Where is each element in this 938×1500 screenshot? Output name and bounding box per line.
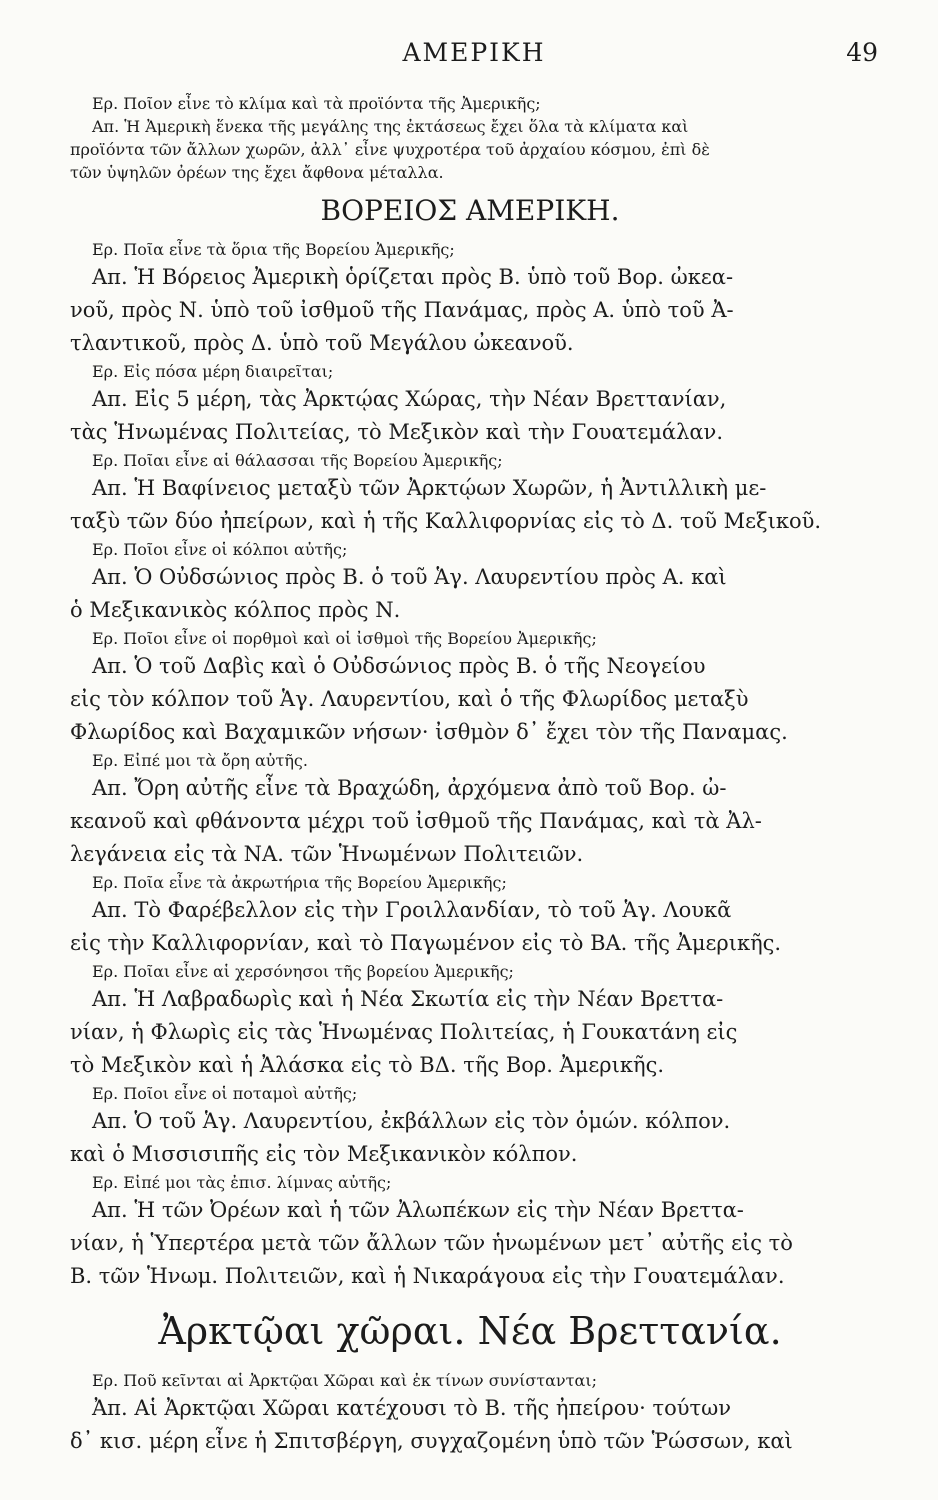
question-line: Απ. Ἡ Ἀμερικὴ ἕνεκα τῆς μεγάλης της ἐκτάσεως ἔχει ὅλα τὰ κλίματα καὶ xyxy=(92,117,689,136)
answer-line: δ᾽ κισ. μέρη εἶνε ἡ Σπιτσβέργη, συγχαζομένη ὑπὸ τῶν Ῥώσσων, καὶ xyxy=(70,1429,793,1453)
answer-line: Ἀπ. Αἱ Ἀρκτῷαι Χῶραι κατέχουσι τὸ Β. τῆς ἠπείρου· τούτων xyxy=(92,1396,732,1420)
answer-line: Απ. Τὸ Φαρέβελλον εἰς τὴν Γροιλλανδίαν, τὸ τοῦ Ἁγ. Λουκᾶ xyxy=(92,898,732,922)
question-line: Ερ. Ποῦ κεῖνται αἱ Ἀρκτῷαι Χῶραι καὶ ἐκ τίνων συνίστανται; xyxy=(92,1371,597,1390)
question-line: Ερ. Εἰς πόσα μέρη διαιρεῖται; xyxy=(92,362,334,381)
answer-line: νίαν, ἡ Ὑπερτέρα μετὰ τῶν ἄλλων τῶν ἡνωμένων μετ᾽ αὐτῆς εἰς τὸ xyxy=(70,1231,793,1255)
answer-line: νίαν, ἡ Φλωρὶς εἰς τὰς Ἡνωμένας Πολιτείας, ἡ Γουκατάνη εἰς xyxy=(70,1020,738,1044)
answer-line: Απ. Ἡ Βαφίνειος μεταξὺ τῶν Ἀρκτῴων Χωρῶν, ἡ Ἀντιλλικὴ με- xyxy=(92,476,767,500)
running-header xyxy=(70,38,878,78)
answer-line: τὸ Μεξικὸν καὶ ἡ Ἀλάσκα εἰς τὸ ΒΔ. τῆς Βορ. Ἀμερικῆς. xyxy=(70,1053,665,1077)
question-line: Ερ. Ποῖοι εἶνε οἱ ποταμοὶ αὐτῆς; xyxy=(92,1084,358,1103)
answer-line: τλαντικοῦ, πρὸς Δ. ὑπὸ τοῦ Μεγάλου ὠκεανοῦ. xyxy=(70,331,574,355)
answer-line: ὁ Μεξικανικὸς κόλπος πρὸς Ν. xyxy=(70,598,401,622)
answer-line: καὶ ὁ Μισσισιπῆς εἰς τὸν Μεξικανικὸν κόλπον. xyxy=(70,1142,578,1166)
answer-line: Β. τῶν Ἡνωμ. Πολιτειῶν, καὶ ἡ Νικαράγουα εἰς τὴν Γουατεμάλαν. xyxy=(70,1264,785,1288)
question-line: προϊόντα τῶν ἄλλων χωρῶν, ἀλλ᾽ εἶνε ψυχροτέρα τοῦ ἀρχαίου κόσμου, ἐπὶ δὲ xyxy=(70,140,710,159)
answer-line: Απ. Εἰς 5 μέρη, τὰς Ἀρκτῴας Χώρας, τὴν Νέαν Βρεττανίαν, xyxy=(92,387,727,411)
answer-line: νοῦ, πρὸς Ν. ὑπὸ τοῦ ἰσθμοῦ τῆς Πανάμας, πρὸς Α. ὑπὸ τοῦ Ἀ- xyxy=(70,298,734,322)
answer-line: Φλωρίδος καὶ Βαχαμικῶν νήσων· ἰσθμὸν δ᾽ ἔχει τὸν τῆς Παναμας. xyxy=(70,720,788,744)
answer-line: Απ. Ἡ Λαβραδωρὶς καὶ ἡ Νέα Σκωτία εἰς τὴν Νέαν Βρεττα- xyxy=(92,987,724,1011)
answer-line: Απ. Ἡ τῶν Ὀρέων καὶ ἡ τῶν Ἀλωπέκων εἰς τὴν Νέαν Βρεττα- xyxy=(92,1198,744,1222)
answer-line: εἰς τὴν Καλλιφορνίαν, καὶ τὸ Παγωμένον εἰς τὸ ΒΑ. τῆς Ἀμερικῆς. xyxy=(70,931,782,955)
answer-line: εἰς τὸν κόλπον τοῦ Ἁγ. Λαυρεντίου, καὶ ὁ τῆς Φλωρίδος μεταξὺ xyxy=(70,687,749,711)
question-line: Ερ. Ποῖον εἶνε τὸ κλίμα καὶ τὰ προϊόντα τῆς Ἀμερικῆς; xyxy=(92,94,541,113)
question-line: Ερ. Ποῖα εἶνε τὰ ἀκρωτήρια τῆς Βορείου Ἀμερικῆς; xyxy=(92,873,507,892)
answer-line: κεανοῦ καὶ φθάνοντα μέχρι τοῦ ἰσθμοῦ τῆς Πανάμας, καὶ τὰ Ἀλ- xyxy=(70,809,762,833)
section-heading: ΒΟΡΕΙΟΣ ΑΜΕΡΙΚΗ. xyxy=(320,194,620,227)
question-line: Ερ. Ποῖαι εἶνε αἱ θάλασσαι τῆς Βορείου Ἀμερικῆς; xyxy=(92,451,503,470)
question-line: Ερ. Εἰπέ μοι τὰς ἐπισ. λίμνας αὐτῆς; xyxy=(92,1173,392,1192)
answer-line: Απ. Ὁ Οὐδσώνιος πρὸς Β. ὁ τοῦ Ἁγ. Λαυρεντίου πρὸς Α. καὶ xyxy=(92,565,727,589)
question-line: Ερ. Ποῖοι εἶνε οἱ πορθμοὶ καὶ οἱ ἰσθμοὶ τῆς Βορείου Ἀμερικῆς; xyxy=(92,629,597,648)
answer-line: Απ. Ἡ Βόρειος Ἀμερικὴ ὁρίζεται πρὸς Β. ὑπὸ τοῦ Βορ. ὠκεα- xyxy=(92,265,734,289)
answer-line: λεγάνεια εἰς τὰ ΝΑ. τῶν Ἡνωμένων Πολιτειῶν. xyxy=(70,842,584,866)
answer-line: Απ. Ὁ τοῦ Δαβὶς καὶ ὁ Οὐδσώνιος πρὸς Β. ὁ τῆς Νεογείου xyxy=(92,654,706,678)
answer-line: ταξὺ τῶν δύο ἠπείρων, καὶ ἡ τῆς Καλλιφορνίας εἰς τὸ Δ. τοῦ Μεξικοῦ. xyxy=(70,509,822,533)
answer-line: τὰς Ἡνωμένας Πολιτείας, τὸ Μεξικὸν καὶ τὴν Γουατεμάλαν. xyxy=(70,420,723,444)
page-body xyxy=(70,92,870,1458)
answer-line: Απ. Ὄρη αὐτῆς εἶνε τὰ Βραχώδη, ἀρχόμενα ἀπὸ τοῦ Βορ. ὠ- xyxy=(92,776,727,800)
header-title: ΑΜΕΡΙΚΗ xyxy=(402,38,546,67)
subsection-heading: Ἀρκτῷαι χῶραι. Νέα Βρεττανία. xyxy=(158,1309,782,1353)
question-line: Ερ. Ποῖαι εἶνε αἱ χερσόνησοι τῆς βορείου Ἀμερικῆς; xyxy=(92,962,514,981)
question-line: Ερ. Ποῖοι εἶνε οἱ κόλποι αὐτῆς; xyxy=(92,540,348,559)
question-line: Ερ. Ποῖα εἶνε τὰ ὅρια τῆς Βορείου Ἀμερικῆς; xyxy=(92,240,455,259)
question-line: τῶν ὑψηλῶν ὀρέων της ἔχει ἄφθονα μέταλλα. xyxy=(70,163,444,182)
answer-line: Απ. Ὁ τοῦ Ἁγ. Λαυρεντίου, ἐκβάλλων εἰς τὸν ὁμών. κόλπον. xyxy=(92,1109,731,1133)
page-number: 49 xyxy=(846,38,878,67)
question-line: Ερ. Εἰπέ μοι τὰ ὄρη αὐτῆς. xyxy=(92,751,308,770)
